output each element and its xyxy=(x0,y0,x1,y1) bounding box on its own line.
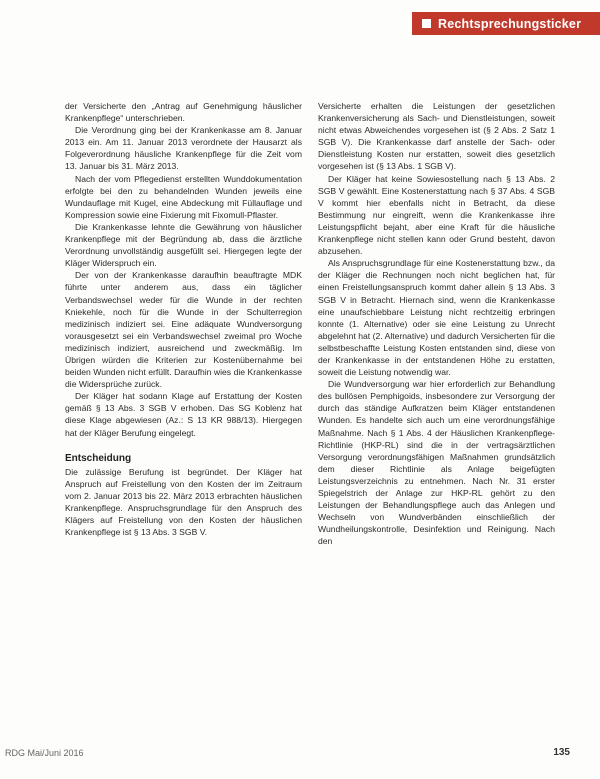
paragraph: Die Verordnung ging bei der Krankenkasse am 8. Januar 2013 ein. Am 11. Januar 2013 verordnete der Hausarzt als Folgeverordnung häusliche Krankenpflege für die Zeit vom 13. Januar bis 31. März 2013. xyxy=(65,125,302,172)
paragraph: Die Krankenkasse lehnte die Gewährung von häuslicher Krankenpflege mit der Begründung ab, dass die ärztliche Verordnung unvollständig ausgefüllt sei. Hiergegen legte der Kläger Widerspruch ein. xyxy=(65,221,302,269)
paragraph: Versicherte erhalten die Leistungen der gesetzlichen Krankenversicherung als Sach- und Dienstleistungen, soweit nicht etwas Abweichendes vorgesehen ist (§ 2 Abs. 2 Satz 1 SGB V). Die Krankenkasse darf anstelle der Sach- oder Dienstleistung Kosten nur erstatten, soweit dies gesetzlich vorgesehen ist (§ 13 Abs. 1 SGB V). xyxy=(318,101,555,172)
paragraph: Als Anspruchsgrundlage für eine Kostenerstattung bzw., da der Kläger die Rechnungen noch nicht beglichen hat, für einen Freistellungsanspruch kommt daher allein § 13 Abs. 3 SGB V in Betracht. Hiernach sind, wenn die Krankenkasse eine unaufschiebbare Leistung nicht rechtzeitig erbringen konnte (1. Alternative) oder sie eine Leistung zu Unrecht abgelehnt hat (2. Alternative) und dadurch Versicherten für die selbstbeschaffte Leistung Kosten entstanden sind, diese von der Krankenkasse in der entstandenen Höhe zu erstatten, soweit die Leistung notwendig war. xyxy=(318,258,555,378)
left-column xyxy=(65,100,302,538)
section-tag-label: Rechtsprechungsticker xyxy=(438,16,582,31)
section-tag xyxy=(412,12,600,35)
paragraph: Nach der vom Pflegedienst erstellten Wunddokumentation erfolgte bei den zu behandelnden Wunden jeweils eine Wundauflage mit Kugel, eine Abdeckung mit Füllauflage und Kompression sowie eine Fixierung mit Fixomull-Pflaster. xyxy=(65,173,302,220)
paragraph: Die Wundversorgung war hier erforderlich zur Behandlung des bullösen Pemphigoids, insbesondere zur Versorgung der durch das ständige Aufkratzen beim Kläger entstandenen Wunden. Es handelte sich auch um eine verordnungsfähige Maßnahme. Nach § 1 Abs. 4 der Häuslichen Krankenpflege-Richtlinie (HKP-RL) sind die in der vertragsärztlichen Versorgung verordnungsfähigen Maßnahmen grundsätzlich dem dieser Richtlinie als Anlage beigefügten Leistungsverzeichnis zu entnehmen. Nach Nr. 31 erster Spiegelstrich der Anlage zur HKP-RL gehört zu den Leistungen der Behandlungspflege auch das Anlegen und Wechseln von Wundverbänden einschließlich der Wundheilungskontrolle, Desinfektion und Reinigung. Nach den xyxy=(318,379,555,547)
page-number: 135 xyxy=(553,747,570,758)
paragraph: Der von der Krankenkasse daraufhin beauftragte MDK führte unter anderem aus, dass ein täglicher Verbandswechsel weder für die Wunde in der rechten Kniekehle, noch für die Wunde in der Schulterregion medizinisch indiziert sei. Eine adäquate Wundversorgung vorausgesetzt sei ein Verbandswechsel zweimal pro Woche medizinisch indiziert, ausreichend und zweckmäßig. Im Übrigen würden die Kriterien zur Kostenübernahme bei beiden Wunden nicht erfüllt. Daraufhin wies die Krankenkasse die Widersprüche zurück. xyxy=(65,270,302,390)
paragraph: Der Kläger hat sodann Klage auf Erstattung der Kosten gemäß § 13 Abs. 3 SGB V erhoben. Das SG Koblenz hat diese Klage abgewiesen (Az.: S 13 KR 988/13). Hiergegen hat der Kläger Berufung eingelegt. xyxy=(65,391,302,438)
paragraph: Die zulässige Berufung ist begründet. Der Kläger hat Anspruch auf Freistellung von den Kosten der im Zeitraum vom 2. Januar 2013 bis 22. März 2013 erbrachten häuslichen Krankenpflege. Anspruchsgrundlage für den Anspruch des Klägers auf Freistellung von den Kosten der häuslichen Krankenpflege ist § 13 Abs. 3 SGB V. xyxy=(65,466,302,538)
right-column xyxy=(318,100,555,547)
paragraph: der Versicherte den „Antrag auf Genehmigung häuslicher Krankenpflege“ unterschrieben. xyxy=(65,101,302,124)
paragraph: Der Kläger hat keine Sowiesostellung nach § 13 Abs. 2 SGB V gewählt. Eine Kostenerstattung nach § 37 Abs. 4 SGB V kommt hier ebenfalls nicht in Betracht, da diese Bestimmung nur eingreift, wenn die Krankenkasse ihre Leistungspflicht bejaht, aber eine Kraft für die häusliche Krankenpflege nicht stellen kann oder Grund besteht, davon abzusehen. xyxy=(318,173,555,257)
page-footer xyxy=(0,745,600,765)
decision-heading: Entscheidung xyxy=(65,452,132,464)
square-icon xyxy=(422,19,431,28)
journal-issue: RDG Mai/Juni 2016 xyxy=(5,748,84,758)
